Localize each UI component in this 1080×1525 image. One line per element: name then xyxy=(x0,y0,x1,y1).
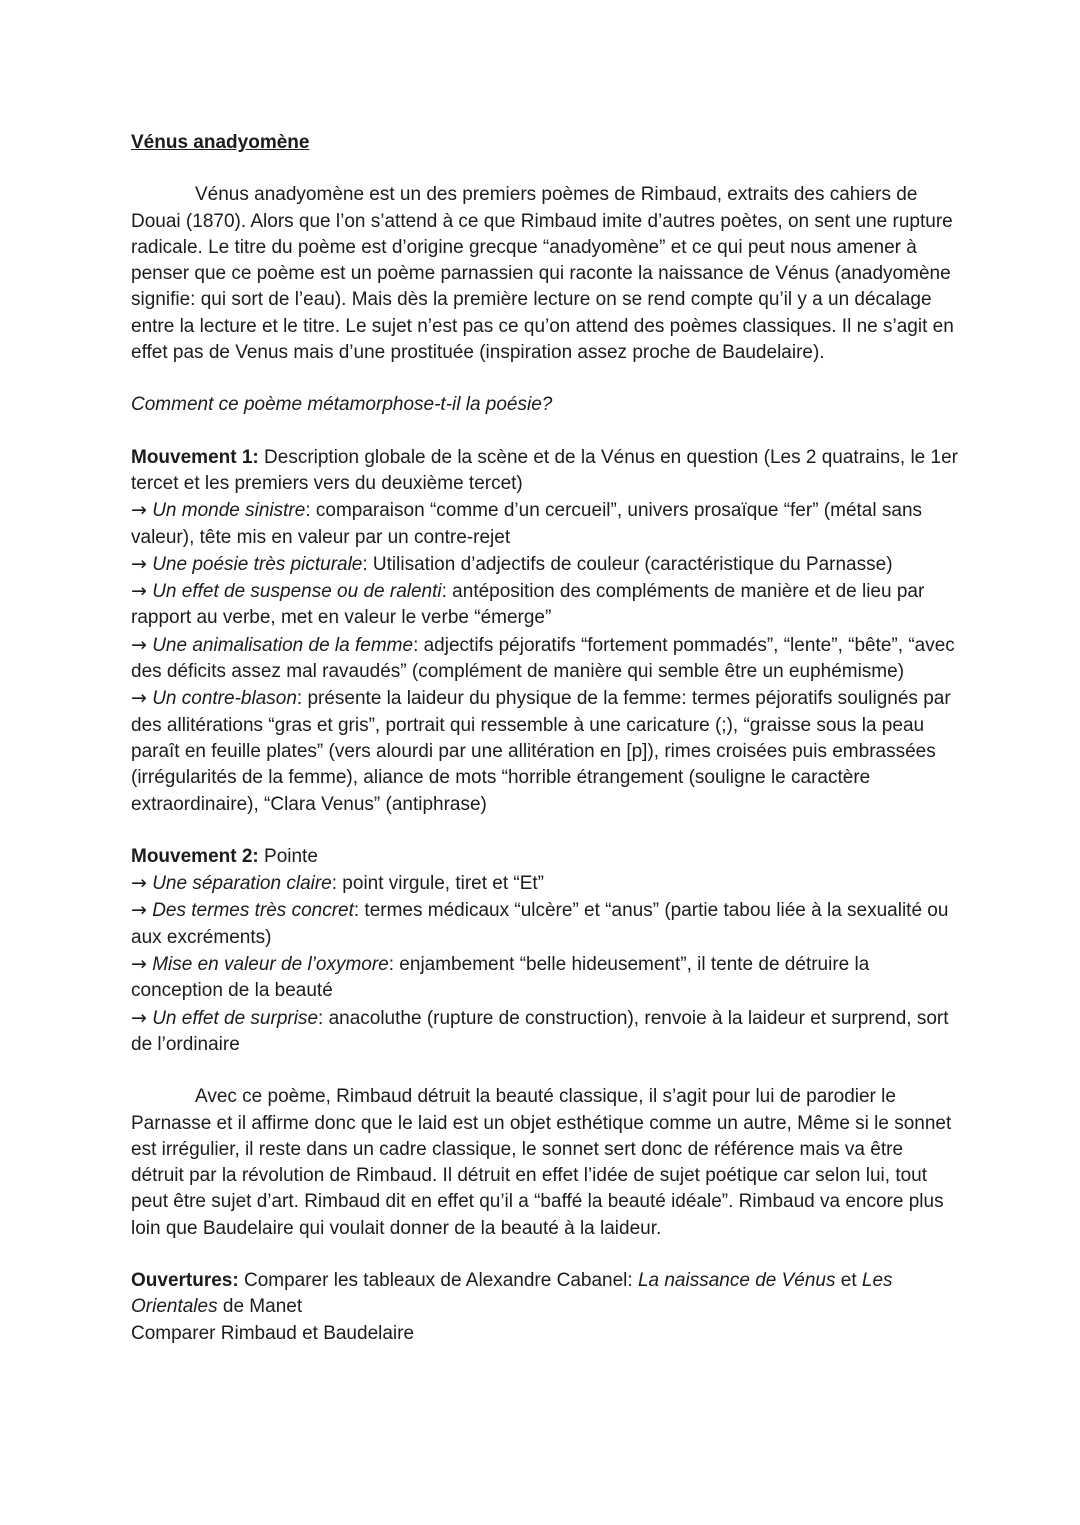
arrow-icon: → xyxy=(131,552,147,575)
list-item-title: Un effet de surprise xyxy=(152,1007,319,1029)
ouvertures-line xyxy=(131,1268,960,1321)
arrow-icon: → xyxy=(131,499,147,522)
arrow-icon: → xyxy=(131,580,147,603)
ouvertures-label: Ouvertures: xyxy=(131,1269,239,1291)
ouvertures-text: de Manet xyxy=(217,1296,303,1318)
list-item-text: : point virgule, tiret et “Et” xyxy=(331,873,544,895)
list-item xyxy=(131,497,960,551)
artwork-title: La naissance de Vénus xyxy=(637,1269,836,1291)
list-item xyxy=(131,870,960,897)
list-item-title: Des termes très concret xyxy=(152,900,354,922)
arrow-icon: → xyxy=(131,1006,147,1029)
list-item-title: Mise en valeur de l’oxymore xyxy=(152,954,389,976)
mouvement-1-label: Mouvement 1: xyxy=(131,446,259,468)
list-item-title: Un effet de suspense ou de ralenti xyxy=(152,581,442,603)
arrow-icon: → xyxy=(131,899,147,922)
mouvement-1-section xyxy=(131,445,960,818)
arrow-icon: → xyxy=(131,872,147,895)
list-item xyxy=(131,685,960,817)
intro-paragraph: Vénus anadyomène est un des premiers poèmes de Rimbaud, extraits des cahiers de Douai (1870). Alors que l’on s’attend à ce que Rimbaud imite d’autres poètes, on sent une rupture radicale. Le titre du poème est d’origine grecque “anadyomène” et ce qui peut nous amener à penser que ce poème est un poème parnassien qui raconte la naissance de Vénus (anadyomène signifie: qui sort de l’eau). Mais dès la première lecture on se rend compte qu’il y a un décalage entre la lecture et le titre. Le sujet n’est pas ce qu’on attend des poèmes classiques. Il ne s’agit en effet pas de Venus mais d’une prostituée (inspiration assez proche de Baudelaire). xyxy=(131,184,954,364)
ouvertures-section xyxy=(131,1268,960,1347)
arrow-icon: → xyxy=(131,687,147,710)
list-item xyxy=(131,951,960,1005)
list-item-text: : antéposition des compléments de manière et de lieu par rapport au verbe, met en valeur le verbe “émerge” xyxy=(131,581,925,629)
list-item-text: : Utilisation d’adjectifs de couleur (caractéristique du Parnasse) xyxy=(362,553,893,575)
list-item xyxy=(131,551,960,578)
ouvertures-text: Comparer les tableaux de Alexandre Cabanel: xyxy=(238,1269,638,1291)
problematic-question: Comment ce poème métamorphose-t-il la poésie? xyxy=(131,394,553,416)
list-item-text: : termes médicaux “ulcère” et “anus” (partie tabou liée à la sexualité ou aux excréments) xyxy=(131,900,949,948)
mouvement-2-section xyxy=(131,844,960,1058)
list-item xyxy=(131,897,960,951)
mouvement-2-text: Pointe xyxy=(258,845,318,867)
mouvement-2-label: Mouvement 2: xyxy=(131,845,259,867)
list-item-text: : adjectifs péjoratifs “fortement pommadés”, “lente”, “bête”, “avec des déficits assez mal ravaudés” (complément de manière qui semble être un euphémisme) xyxy=(131,634,955,683)
mouvement-2-heading xyxy=(131,844,960,870)
ouvertures-conjunction: et xyxy=(835,1269,862,1291)
list-item xyxy=(131,632,960,686)
mouvement-1-text: Description globale de la scène et de la Vénus en question (Les 2 quatrains, le 1er tercet et les premiers vers du deuxième tercet) xyxy=(131,446,958,494)
conclusion-paragraph: Avec ce poème, Rimbaud détruit la beauté classique, il s’agit pour lui de parodier le Parnasse et il affirme donc que le laid est un objet esthétique comme un autre, Même si le sonnet est irrégulier, il reste dans un cadre classique, le sonnet sert donc de référence mais va être détruit par la révolution de Rimbaud. Il détruit en effet l’idée de sujet poétique car selon lui, tout peut être sujet d’art. Rimbaud dit en effet qu’il a “baffé la beauté idéale”. Rimbaud va encore plus loin que Baudelaire qui voulait donner de la beauté à la laideur. xyxy=(131,1086,952,1239)
ouvertures-line-2: Comparer Rimbaud et Baudelaire xyxy=(131,1322,415,1344)
list-item xyxy=(131,1005,960,1059)
list-item-title: Un contre-blason xyxy=(152,688,297,710)
arrow-icon: → xyxy=(131,953,147,976)
list-item-text: : anacoluthe (rupture de construction), renvoie à la laideur et surprend, sort de l’ordinaire xyxy=(131,1007,949,1055)
document-title: Vénus anadyomène xyxy=(131,132,310,153)
list-item-title: Un monde sinistre xyxy=(152,500,306,522)
list-item-text: : enjambement “belle hideusement”, il tente de détruire la conception de la beauté xyxy=(131,954,870,1002)
artwork-title: Les Orientales xyxy=(131,1269,893,1318)
list-item-title: Une animalisation de la femme xyxy=(152,634,414,656)
arrow-icon: → xyxy=(131,633,147,656)
list-item xyxy=(131,578,960,632)
list-item-title: Une séparation claire xyxy=(152,873,332,895)
mouvement-1-heading xyxy=(131,445,960,498)
list-item-text: : comparaison “comme d’un cercueil”, univers prosaïque “fer” (métal sans valeur), tête mis en valeur par un contre-rejet xyxy=(131,500,923,548)
list-item-title: Une poésie très picturale xyxy=(152,553,363,575)
list-item-text: : présente la laideur du physique de la femme: termes péjoratifs soulignés par des allitérations “gras et gris”, portrait qui ressemble à une caricature (;), “graisse sous la peau paraît en feuille plates” (vers alourdi par une allitération en [p]), rimes croisées puis embrassées (irrégularités de la femme), aliance de mots “horrible étrangement (souligne le caractère extraordinaire), “Clara Venus” (antiphrase) xyxy=(131,688,951,815)
